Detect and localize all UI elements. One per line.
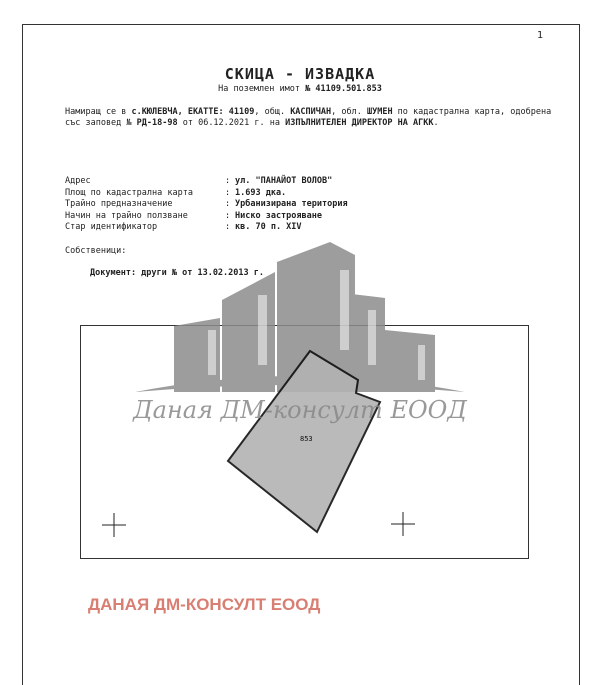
crosshair-left xyxy=(102,513,126,537)
prop-value: Ниско застрояване xyxy=(235,210,322,221)
para-text-1: Намиращ се в xyxy=(65,107,132,117)
region-name: ШУМЕН xyxy=(366,107,393,117)
document-reference: Документ: други № от 13.02.2013 г. xyxy=(90,268,264,278)
prop-row-purpose: Трайно предназначение : Урбанизирана територия xyxy=(65,199,348,209)
prop-row-usage: Начин на трайно ползване : Ниско застрояване xyxy=(65,210,322,221)
prop-row-area: Площ по кадастрална карта : 1.693 дка. xyxy=(65,187,287,198)
property-number: № 41109.501.853 xyxy=(305,84,382,94)
prop-row-old-id: Стар идентификатор : кв. 70 п. XIV xyxy=(65,222,302,232)
prop-label: Трайно предназначение xyxy=(65,199,173,209)
para-text-5: от 06.12.2021 г. на xyxy=(177,118,286,128)
prop-value: кв. 70 п. XIV xyxy=(235,222,302,232)
village-name: с.КЮЛЕВЧА, ЕКАТТЕ: 41109 xyxy=(131,107,255,117)
prop-value: 1.693 дка. xyxy=(235,187,287,198)
prop-row-address: Адрес : ул. "ПАНАЙОТ ВОЛОВ" xyxy=(65,176,333,186)
watermark-text: Даная ДМ-консулт ЕООД xyxy=(133,396,467,424)
prop-label: Адрес xyxy=(65,176,91,186)
prop-label: Начин на трайно ползване xyxy=(65,210,188,221)
crosshair-right xyxy=(391,512,415,536)
prop-value: Урбанизирана територия xyxy=(235,199,348,209)
company-name: ДАНАЯ ДМ-КОНСУЛТ ЕООД xyxy=(88,595,321,614)
owners-label: Собственици: xyxy=(65,246,127,256)
prop-value: ул. "ПАНАЙОТ ВОЛОВ" xyxy=(235,176,333,186)
authority-name: ИЗПЪЛНИТЕЛЕН ДИРЕКТОР НА АГКК xyxy=(285,118,434,128)
subtitle-prefix: На поземлен имот xyxy=(218,84,300,94)
document-title: СКИЦА - ИЗВАДКА xyxy=(224,65,376,83)
municipality-name: КАСПИЧАН xyxy=(290,107,332,117)
para-text-3: , обл. xyxy=(331,107,367,117)
para-text-4: по кадастрална карта, одобрена със заповед № xyxy=(65,107,552,128)
para-text-6: . xyxy=(433,118,439,128)
prop-label: Площ по кадастрална карта xyxy=(65,187,193,198)
prop-label: Стар идентификатор xyxy=(65,222,158,232)
page-number: 1 xyxy=(537,30,544,41)
order-number: РД-18-98 xyxy=(136,118,178,128)
para-text-2: , общ. xyxy=(254,107,291,117)
parcel-label: 853 xyxy=(300,435,313,443)
watermark-building-2 xyxy=(222,272,275,392)
